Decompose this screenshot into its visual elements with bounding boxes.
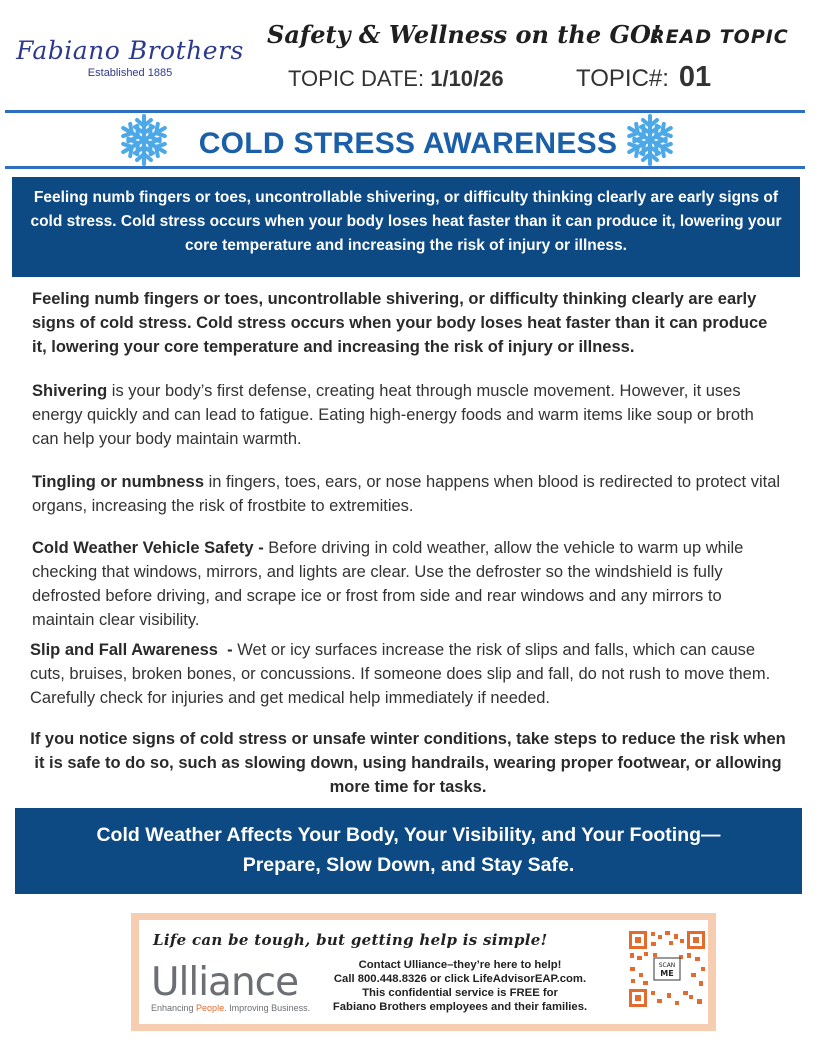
slip-fall-term: Slip and Fall Awareness - bbox=[30, 641, 233, 659]
closing-banner-line2: Prepare, Slow Down, and Stay Safe. bbox=[242, 854, 575, 876]
page-title: COLD STRESS AWARENESS bbox=[198, 127, 618, 160]
eap-contact-line[interactable]: Call 800.448.8326 or click LifeAdvisorEAP.com. bbox=[333, 973, 587, 985]
vehicle-safety-paragraph bbox=[32, 536, 784, 632]
topic-date bbox=[288, 64, 504, 94]
shivering-term: Shivering bbox=[32, 382, 108, 400]
vehicle-safety-text: Before driving in cold weather, allow the vehicle to warm up while checking that windows, mirrors, and lights are clear. Use the defroster so the windshield is fully defrosted before driving, and scrape ice or frost from side and rear windows and any mirrors to maintain clear visibility. bbox=[32, 539, 744, 629]
ulliance-logo: Ulliance bbox=[151, 960, 299, 1005]
eap-contact-line: This confidential service is FREE for bbox=[362, 987, 558, 999]
company-logo bbox=[14, 36, 246, 80]
numbness-term: Tingling or numbness bbox=[32, 473, 205, 491]
tagline-post: Improving Business. bbox=[226, 1003, 311, 1013]
qr-label-bottom: ME bbox=[660, 969, 674, 978]
topic-number-label: TOPIC#: bbox=[576, 65, 669, 92]
intro-paragraph: Feeling numb fingers or toes, uncontrollable shivering, or difficulty thinking clearly are early signs of cold stress. Cold stress occurs when your body loses heat faster than it can produce it, lowering your core temperature and increasing the risk of injury or illness. bbox=[32, 290, 768, 356]
logo-name: Fabiano Brothers bbox=[16, 36, 244, 65]
topic-number bbox=[576, 60, 711, 96]
snowflake-icon bbox=[116, 112, 172, 168]
qr-label-top: SCAN bbox=[658, 962, 676, 969]
ulliance-tagline bbox=[151, 1003, 310, 1013]
eap-box-inner bbox=[139, 920, 708, 1024]
topic-date-value: 1/10/26 bbox=[430, 66, 504, 91]
numbness-text: in fingers, toes, ears, or nose happens when blood is redirected to protect vital organs, increasing the risk of frostbite to extremities. bbox=[32, 473, 781, 515]
slip-fall-paragraph bbox=[30, 638, 786, 710]
eap-contact-line: Fabiano Brothers employees and their families. bbox=[332, 1001, 588, 1013]
eap-box bbox=[131, 913, 716, 1031]
series-title: Safety & Wellness on the GO! bbox=[267, 20, 662, 49]
closing-banner bbox=[15, 808, 802, 894]
closing-banner-line1: Cold Weather Affects Your Body, Your Visibility, and Your Footing— bbox=[96, 824, 721, 846]
topic-number-value: 01 bbox=[678, 61, 712, 93]
tagline-highlight: People. bbox=[196, 1003, 227, 1013]
tagline-pre: Enhancing bbox=[151, 1003, 197, 1013]
eap-headline: Life can be tough, but getting help is simple! bbox=[153, 931, 548, 949]
vehicle-safety-term: Cold Weather Vehicle Safety - bbox=[32, 539, 264, 557]
eap-contact-line: Contact Ulliance–they’re here to help! bbox=[358, 959, 562, 971]
numbness-paragraph bbox=[32, 470, 784, 518]
summary-banner: Feeling numb fingers or toes, uncontrollable shivering, or difficulty thinking clearly are early signs of cold stress. Cold stress occurs when your body loses heat faster than it can produce it, lowering your core temperature and increasing the risk of injury or illness. bbox=[12, 177, 800, 277]
logo-established: Established 1885 bbox=[87, 67, 173, 79]
read-topic-label: READ TOPIC bbox=[650, 26, 789, 48]
eap-contact bbox=[313, 958, 607, 1014]
snowflake-icon bbox=[622, 112, 678, 168]
qr-code-icon[interactable] bbox=[627, 929, 707, 1009]
call-to-action: If you notice signs of cold stress or unsafe winter conditions, take steps to reduce the risk when it is safe to do so, such as slowing down, using handrails, wearing proper footwear, or allowing more time for tasks. bbox=[30, 730, 786, 796]
shivering-text: is your body’s first defense, creating heat through muscle movement. However, it uses energy quickly and can lead to fatigue. Eating high-energy foods and warm items like soup or broth can help your body maintain warmth. bbox=[32, 382, 754, 448]
slip-fall-text: Wet or icy surfaces increase the risk of slips and falls, which can cause cuts, bruises, broken bones, or concussions. If someone does slip and fall, do not rush to move them. Carefully check for injuries and get medical help immediately if needed. bbox=[30, 641, 771, 707]
topic-date-label: TOPIC DATE: bbox=[288, 66, 425, 91]
shivering-paragraph bbox=[32, 379, 784, 451]
